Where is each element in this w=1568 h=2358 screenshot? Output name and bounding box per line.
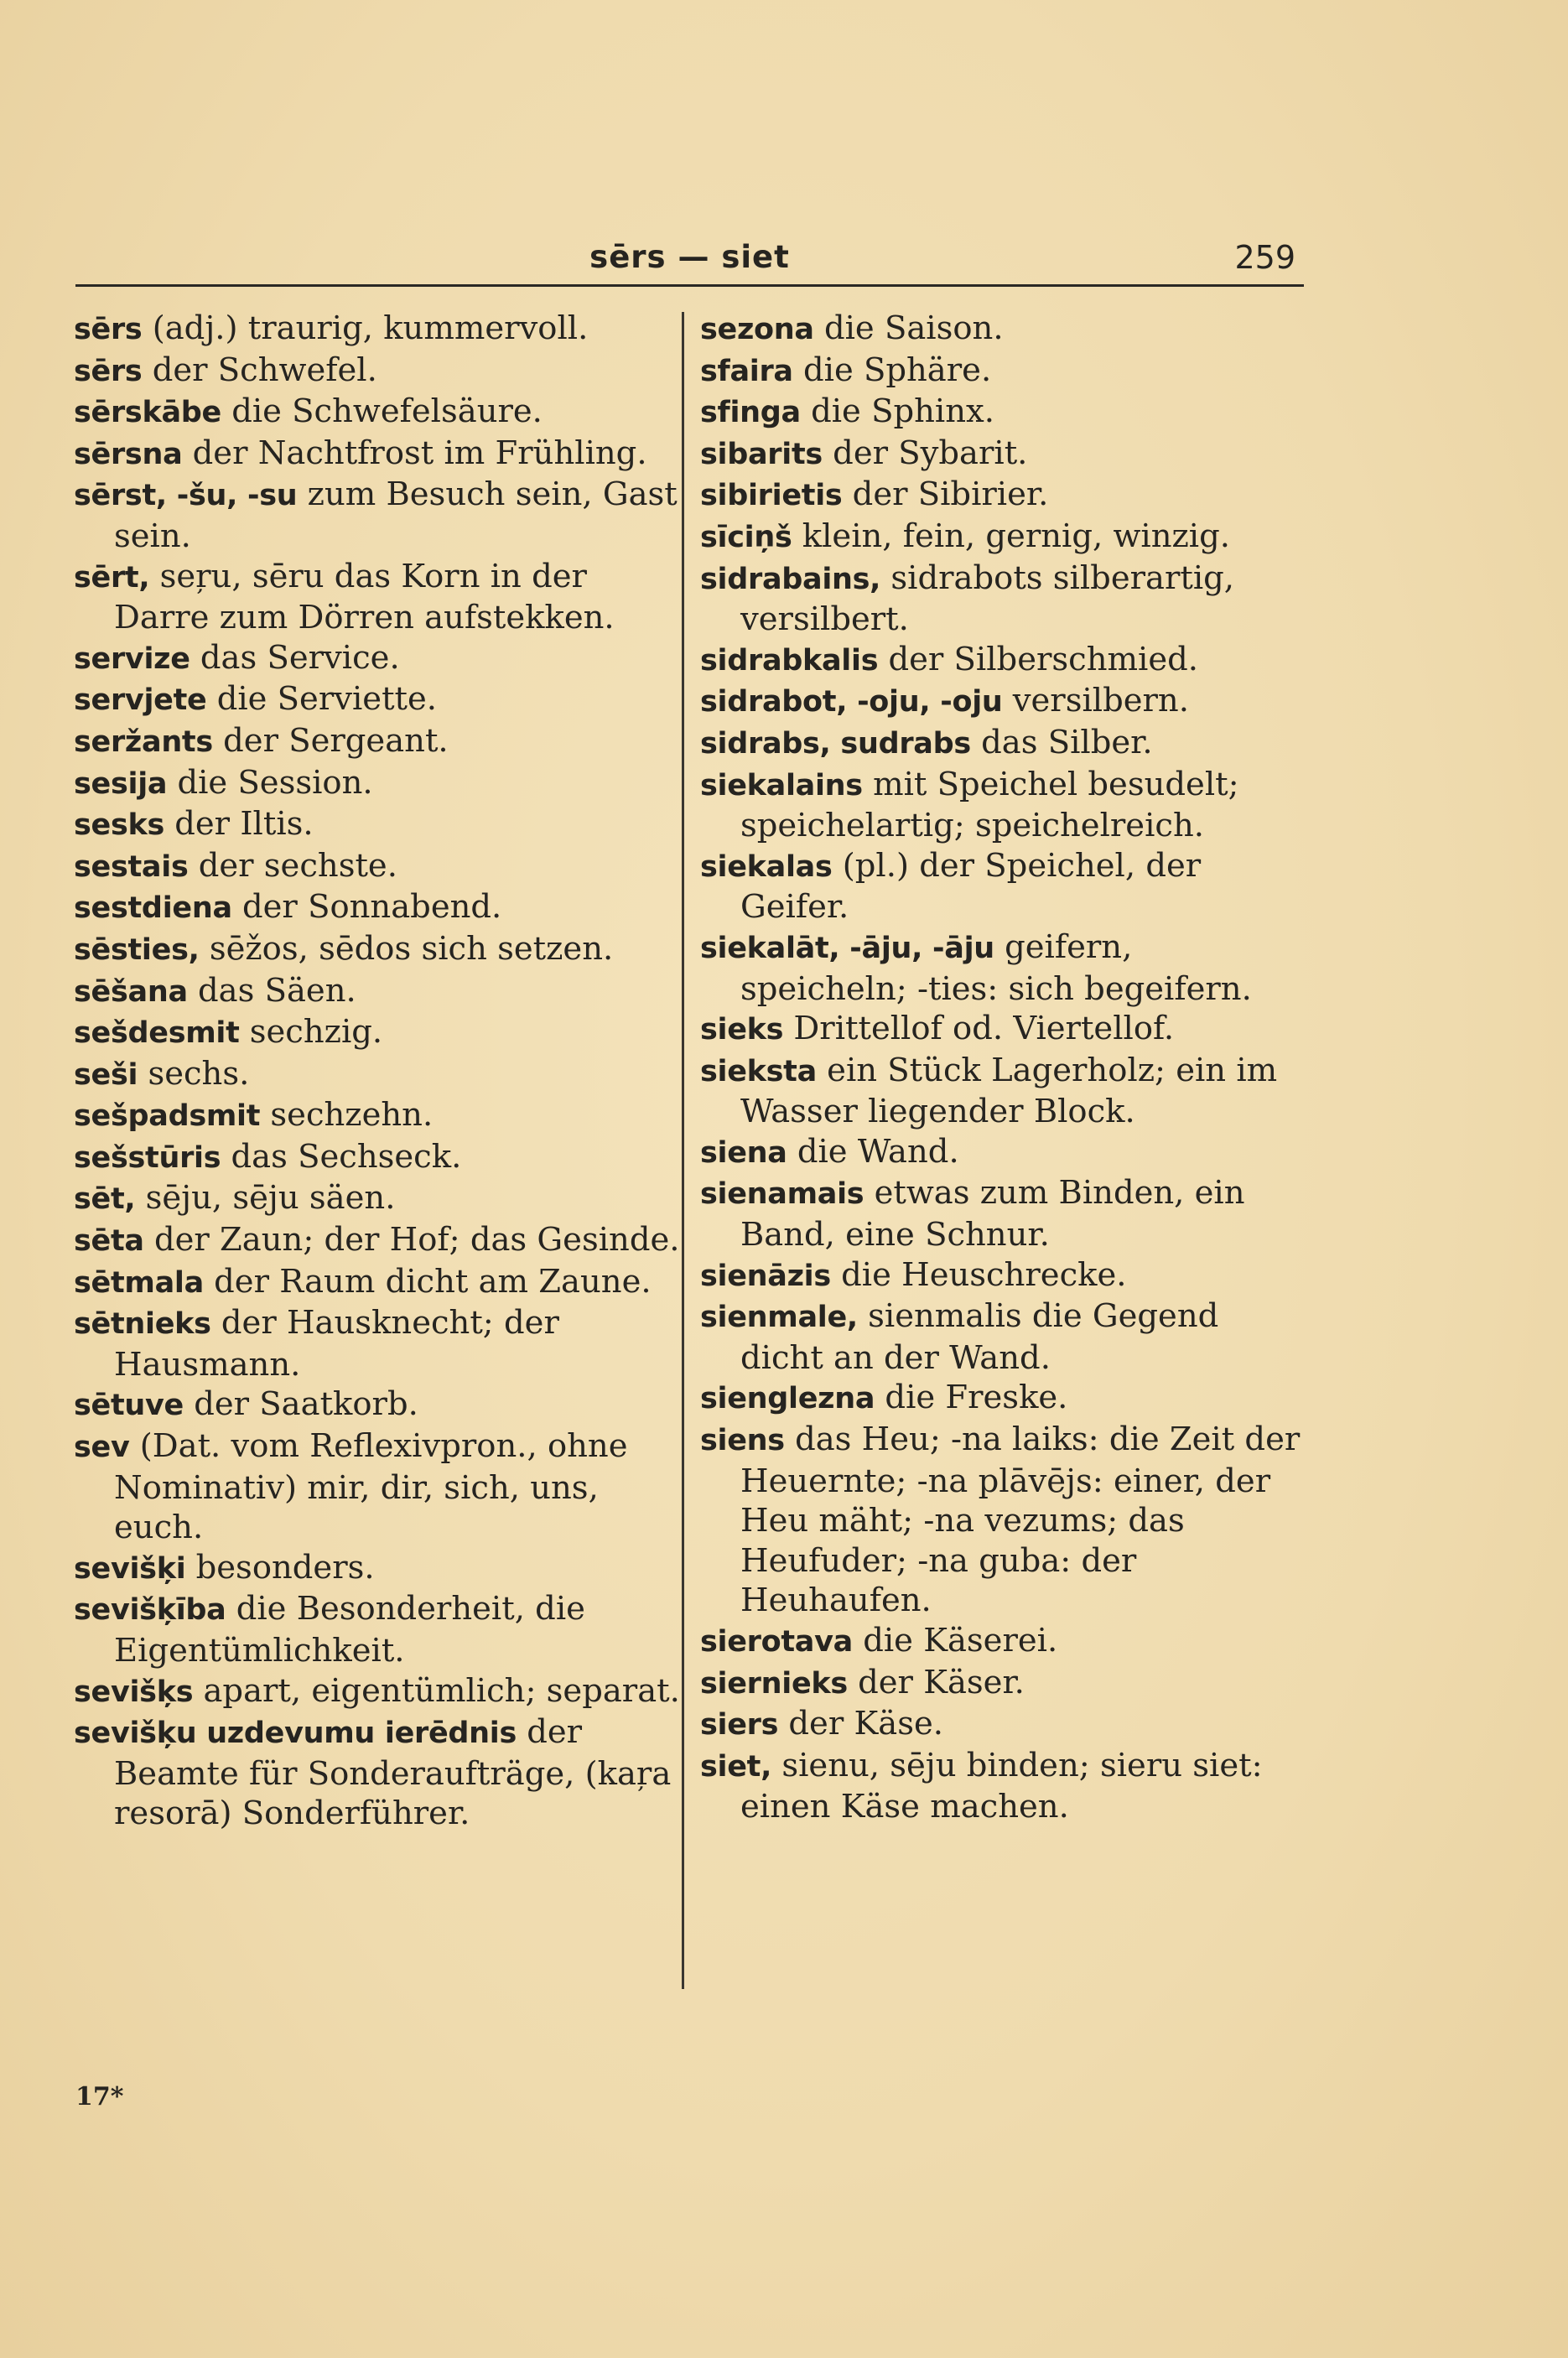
entry-definition: der Sonnabend. <box>231 888 502 927</box>
entry-headword: sieksta <box>700 1054 817 1088</box>
entry-definition: sienmalis die Gegend dicht an der Wand. <box>740 1297 1219 1377</box>
entry-headword: sestais <box>74 849 189 884</box>
dictionary-entry <box>74 557 686 638</box>
entry-definition: der Raum dicht am Zaune. <box>203 1262 652 1301</box>
entry-headword: servize <box>74 641 190 676</box>
entry-definition: die Besonderheit, die Eigentümlichkeit. <box>114 1590 585 1670</box>
entry-headword: sestdiena <box>74 891 232 926</box>
dictionary-entry <box>74 351 686 392</box>
dictionary-entry <box>700 309 1308 351</box>
entry-headword: sidrabains, <box>700 562 881 596</box>
dictionary-entry <box>700 392 1308 434</box>
entry-definition: der sechste. <box>188 846 397 885</box>
entry-headword: sēt, <box>74 1182 136 1217</box>
entry-headword: sēsties, <box>74 932 200 967</box>
entry-definition: (adj.) traurig, kummervoll. <box>142 309 589 347</box>
dictionary-entry <box>74 1012 686 1054</box>
entry-definition: das Service. <box>190 638 400 677</box>
entry-headword: sēta <box>74 1224 144 1259</box>
dictionary-entry <box>700 1296 1308 1378</box>
dictionary-entry <box>74 929 686 971</box>
entry-headword: sfinga <box>700 396 801 430</box>
dictionary-entry <box>700 1663 1308 1705</box>
entry-headword: sešpadsmit <box>74 1099 261 1134</box>
entry-definition: sechzig. <box>239 1013 383 1052</box>
dictionary-entry <box>74 1137 686 1179</box>
entry-definition: etwas zum Binden, ein Band, eine Schnur. <box>740 1174 1245 1254</box>
running-head-title: sērs — siet <box>589 239 790 275</box>
dictionary-entry <box>74 846 686 888</box>
dictionary-entry <box>700 681 1308 723</box>
entry-headword: siernieks <box>700 1666 848 1701</box>
dictionary-entry <box>700 475 1308 517</box>
signature-mark: 17* <box>75 2082 124 2111</box>
entry-definition: die Serviette. <box>206 680 438 719</box>
entry-headword: sētuve <box>74 1389 184 1423</box>
entry-headword: sevišķība <box>74 1593 226 1628</box>
entry-headword: sērsna <box>74 437 183 471</box>
dictionary-entry <box>700 1132 1308 1174</box>
entry-definition: der Nachtfrost im Frühling. <box>182 434 647 472</box>
entry-definition: sēžos, sēdos sich setzen. <box>199 929 614 968</box>
entry-headword: sētmala <box>74 1265 204 1300</box>
entry-definition: das Heu; -na laiks: die Zeit der Heuernte; -na plāvējs: einer, der Heu mäht; -na vezums; das Heufuder; -na guba: der Heuhaufen. <box>740 1421 1301 1620</box>
entry-headword: sēšana <box>74 974 188 1009</box>
dictionary-entry <box>74 1220 686 1262</box>
dictionary-entry <box>74 971 686 1013</box>
entry-definition: klein, fein, gernig, winzig. <box>792 517 1231 555</box>
entry-headword: sērs <box>74 313 143 346</box>
entry-definition: die Sphäre. <box>792 351 992 389</box>
entry-headword: sezona <box>700 313 814 346</box>
dictionary-entry <box>700 1009 1308 1051</box>
dictionary-entry <box>74 1671 686 1713</box>
dictionary-entry <box>700 723 1308 765</box>
entry-definition: der Schwefel. <box>142 351 377 389</box>
right-column <box>700 309 1308 1827</box>
entry-definition: die Sphinx. <box>800 392 994 431</box>
dictionary-entry <box>700 846 1308 927</box>
entry-definition: der Silberschmied. <box>878 640 1198 678</box>
left-column <box>74 309 686 1834</box>
entry-headword: sfaira <box>700 354 793 388</box>
entry-headword: sidrabs, sudrabs <box>700 726 971 761</box>
entry-headword: siena <box>700 1135 787 1170</box>
entry-definition: apart, eigentümlich; separat. <box>193 1671 680 1710</box>
dictionary-entry <box>700 351 1308 392</box>
entry-headword: sešstūris <box>74 1140 221 1175</box>
entry-definition: die Wand. <box>787 1132 959 1171</box>
entry-definition: sienu, sēju binden; sieru siet: einen Käse machen. <box>740 1746 1263 1826</box>
dictionary-entry <box>700 1746 1308 1827</box>
dictionary-entry <box>700 1255 1308 1297</box>
entry-headword: sīciņš <box>700 520 792 554</box>
entry-definition: der Sybarit. <box>822 434 1028 472</box>
entry-definition: der Sibirier. <box>842 475 1049 514</box>
dictionary-entry <box>74 392 686 434</box>
dictionary-entry <box>700 517 1308 558</box>
entry-definition: der Hausknecht; der Hausmann. <box>114 1304 559 1384</box>
entry-definition: die Heuschrecke. <box>830 1255 1127 1294</box>
entry-definition: mit Speichel besudelt; speichelartig; speichelreich. <box>740 765 1239 845</box>
dictionary-entry <box>700 640 1308 682</box>
entry-definition: der Saatkorb. <box>183 1385 418 1424</box>
dictionary-entry <box>700 1420 1308 1621</box>
entry-definition: seŗu, sēru das Korn in der Darre zum Dörren aufstekken. <box>114 557 615 637</box>
dictionary-entry <box>74 1548 686 1590</box>
dictionary-entry <box>74 804 686 846</box>
page-number: 259 <box>1234 239 1295 276</box>
dictionary-entry <box>74 887 686 929</box>
running-header <box>75 239 1304 289</box>
entry-headword: sierotava <box>700 1625 853 1659</box>
dictionary-entry <box>700 1704 1308 1746</box>
entry-headword: sērs <box>74 354 143 388</box>
entry-definition: die Schwefelsäure. <box>221 392 543 431</box>
entry-headword: sienmale, <box>700 1301 858 1335</box>
dictionary-entry <box>74 1589 686 1670</box>
dictionary-entry <box>74 763 686 805</box>
entry-headword: sibirietis <box>700 479 843 513</box>
dictionary-entry <box>74 1426 686 1548</box>
entry-headword: sidrabot, -oju, -oju <box>700 685 1003 719</box>
dictionary-entry <box>74 1262 686 1304</box>
dictionary-entry <box>700 434 1308 475</box>
entry-headword: sevišķs <box>74 1675 194 1709</box>
dictionary-entry <box>74 434 686 475</box>
entry-headword: siet, <box>700 1749 772 1784</box>
entry-headword: siekalas <box>700 849 833 884</box>
entry-headword: seši <box>74 1057 138 1092</box>
entry-definition: Drittellof od. Viertellof. <box>783 1010 1175 1048</box>
dictionary-entry <box>74 721 686 763</box>
entry-definition: die Käserei. <box>852 1622 1058 1659</box>
dictionary-entry <box>700 1173 1308 1254</box>
entry-definition: die Session. <box>167 763 373 802</box>
entry-headword: siens <box>700 1424 785 1458</box>
entry-definition: (Dat. vom Reflexivpron., ohne Nominativ) mir, dir, sich, uns, euch. <box>114 1427 628 1547</box>
entry-definition: sidrabots silberartig, versilbert. <box>740 558 1235 639</box>
entry-headword: sētnieks <box>74 1307 211 1342</box>
dictionary-entry <box>700 765 1308 846</box>
entry-definition: das Säen. <box>187 971 356 1010</box>
dictionary-entry <box>74 638 686 680</box>
dictionary-entry <box>700 1378 1308 1420</box>
entry-headword: sienglezna <box>700 1382 875 1416</box>
dictionary-entry <box>700 927 1308 1009</box>
dictionary-entry <box>74 1384 686 1426</box>
entry-definition: ein Stück Lagerholz; ein im Wasser liegender Block. <box>740 1051 1278 1131</box>
column-divider <box>682 312 684 1989</box>
entry-headword: sevišķu uzdevumu ierēdnis <box>74 1717 517 1751</box>
entry-headword: sevišķi <box>74 1551 186 1586</box>
entry-definition: der Sergeant. <box>212 721 449 760</box>
dictionary-entry <box>74 1303 686 1384</box>
dictionary-entry <box>74 679 686 721</box>
entry-headword: sesija <box>74 766 168 801</box>
header-rule <box>75 284 1304 287</box>
entry-headword: sērskābe <box>74 396 221 430</box>
entry-headword: siekalāt, -āju, -āju <box>700 931 994 965</box>
entry-headword: sesks <box>74 808 165 843</box>
entry-headword: servjete <box>74 683 207 718</box>
entry-definition: die Freske. <box>875 1379 1068 1417</box>
entry-headword: siekalains <box>700 768 863 802</box>
dictionary-entry <box>74 1178 686 1220</box>
entry-headword: sidrabkalis <box>700 643 879 678</box>
entry-headword: sērst, -šu, -su <box>74 479 298 513</box>
entry-definition: der Zaun; der Hof; das Gesinde. <box>143 1221 680 1260</box>
dictionary-entry <box>700 1621 1308 1663</box>
entry-definition: (pl.) der Speichel, der Geifer. <box>740 846 1202 927</box>
entry-definition: sechzehn. <box>260 1096 434 1135</box>
dictionary-entry <box>700 1051 1308 1132</box>
entry-definition: die Saison. <box>813 309 1004 347</box>
entry-definition: der Käse. <box>778 1705 943 1743</box>
dictionary-entry <box>74 475 686 556</box>
entry-headword: sieks <box>700 1013 784 1047</box>
dictionary-entry <box>700 558 1308 640</box>
dictionary-entry <box>74 1095 686 1137</box>
entry-definition: besonders. <box>185 1548 375 1587</box>
entry-definition: sechs. <box>138 1054 250 1093</box>
entry-headword: sienāzis <box>700 1259 831 1293</box>
entry-headword: sērt, <box>74 560 150 595</box>
entry-definition: geifern, speicheln; -ties: sich begeifern. <box>740 927 1252 1008</box>
entry-definition: der Beamte für Sonderaufträge, (kaŗa resorā) Sonderführer. <box>114 1713 672 1833</box>
entry-headword: sešdesmit <box>74 1016 240 1051</box>
entry-definition: versilbern. <box>1002 682 1189 720</box>
dictionary-entry <box>74 1712 686 1834</box>
dictionary-entry <box>74 1054 686 1096</box>
entry-headword: sibarits <box>700 437 823 471</box>
entry-definition: zum Besuch sein, Gast sein. <box>114 475 678 555</box>
entry-headword: sienamais <box>700 1177 864 1212</box>
entry-definition: der Käser. <box>847 1663 1025 1701</box>
entry-definition: sēju, sēju säen. <box>135 1179 396 1218</box>
entry-definition: der Iltis. <box>164 805 314 844</box>
entry-definition: das Sechseck. <box>221 1137 462 1176</box>
entry-definition: das Silber. <box>970 723 1153 761</box>
entry-headword: siers <box>700 1708 779 1743</box>
dictionary-entry <box>74 309 686 351</box>
entry-headword: seržants <box>74 725 213 759</box>
entry-headword: sev <box>74 1431 130 1465</box>
